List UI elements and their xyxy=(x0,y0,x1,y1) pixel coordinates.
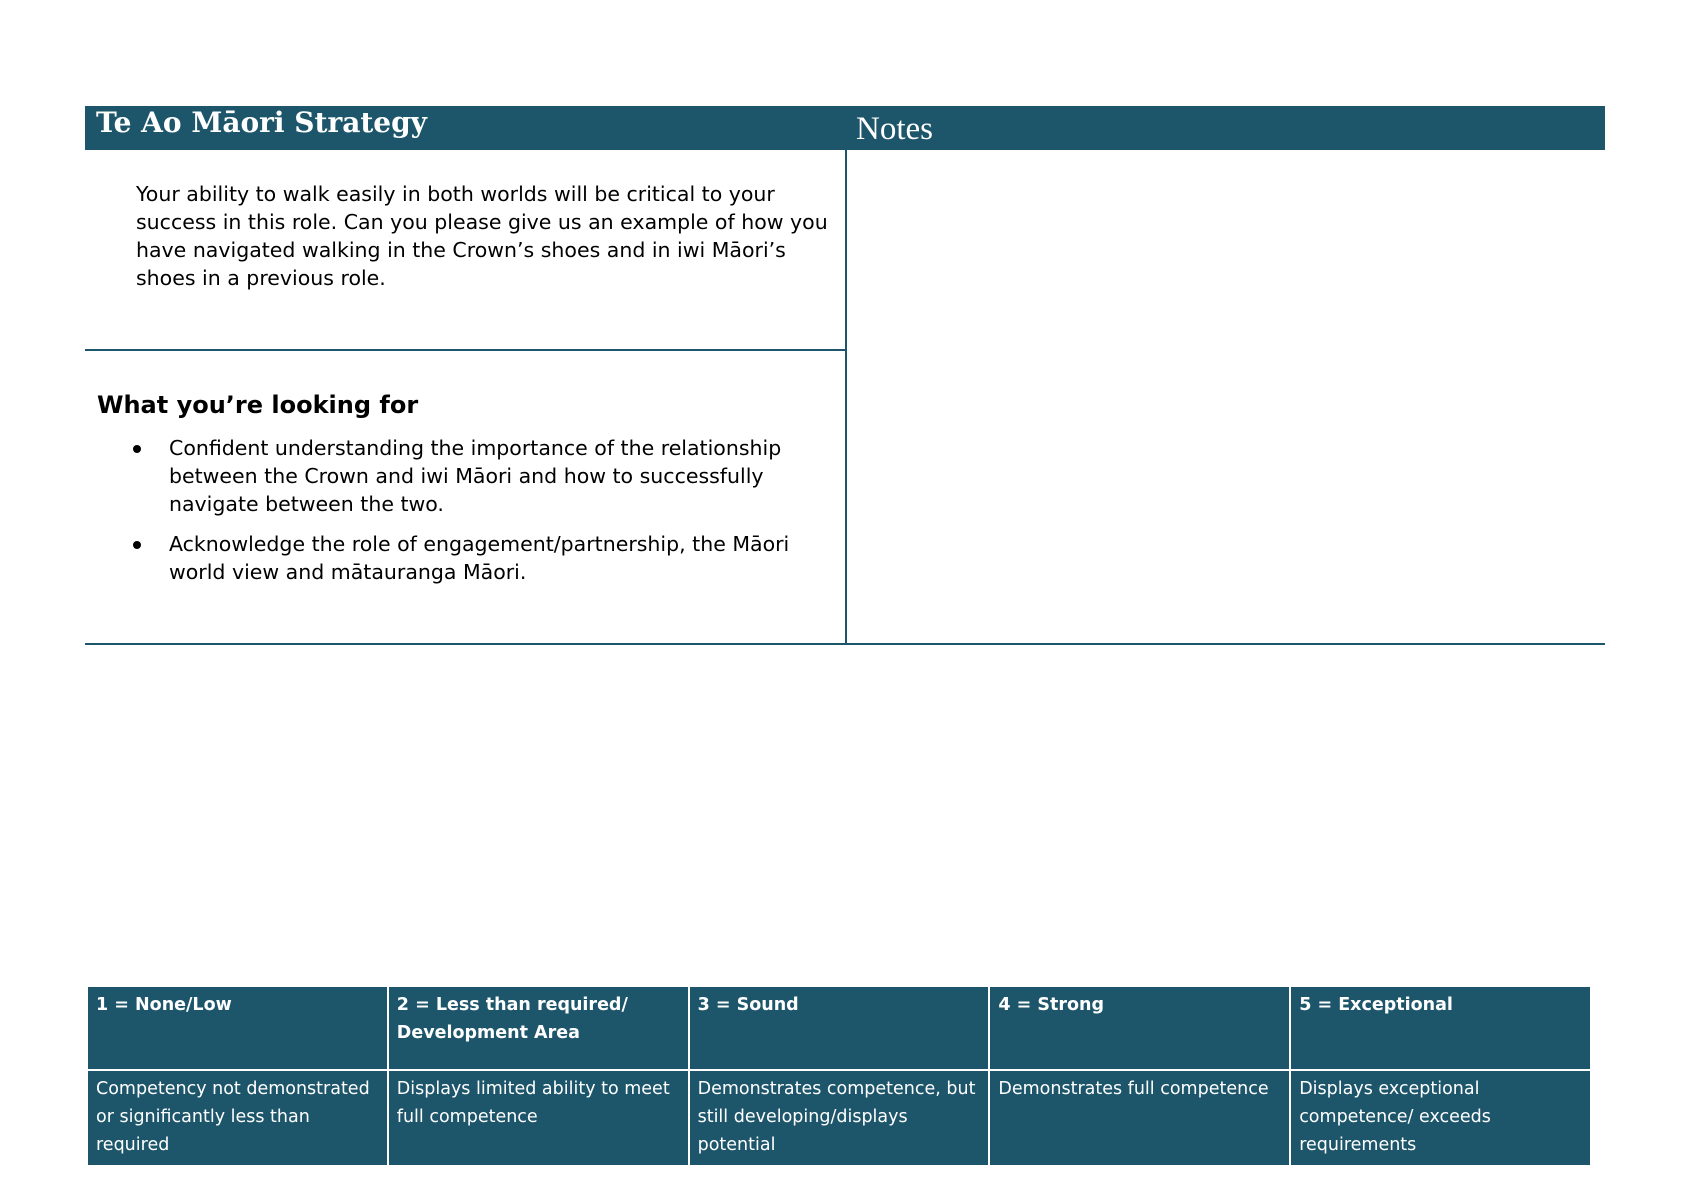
rating-level-2-description: Displays limited ability to meet full competence xyxy=(388,1070,689,1166)
section-bottom-rule xyxy=(85,643,1605,645)
list-item-text: Confident understanding the importance of the relationship between the Crown and iwi Māori and how to successfully navigate between the two. xyxy=(169,436,782,516)
rating-description-row xyxy=(87,1070,1591,1166)
looking-for-list xyxy=(130,434,840,598)
section-header-bar xyxy=(85,106,1605,150)
list-item xyxy=(130,434,840,518)
rating-level-5-label: 5 = Exceptional xyxy=(1290,986,1591,1070)
rating-level-4-description: Demonstrates full competence xyxy=(989,1070,1290,1166)
notes-title: Notes xyxy=(856,111,933,147)
rating-level-4-label: 4 = Strong xyxy=(989,986,1290,1070)
interview-question: Your ability to walk easily in both worlds will be critical to your success in this role. Can you please give us an example of how you have navigated walking in the Crown’s shoes and in iwi Māori’s shoes in a previous role. xyxy=(136,182,828,290)
section-title: Te Ao Māori Strategy xyxy=(96,106,427,139)
rating-level-3-label: 3 = Sound xyxy=(689,986,990,1070)
rating-level-1-label: 1 = None/Low xyxy=(87,986,388,1070)
rating-header-row xyxy=(87,986,1591,1070)
list-item-text: Acknowledge the role of engagement/partnership, the Māori world view and mātauranga Māori. xyxy=(169,532,790,584)
bullet-icon xyxy=(133,445,141,453)
rating-level-3-description: Demonstrates competence, but still developing/displays potential xyxy=(689,1070,990,1166)
rating-level-5-description: Displays exceptional competence/ exceeds requirements xyxy=(1290,1070,1591,1166)
question-divider xyxy=(85,349,846,351)
notes-area[interactable] xyxy=(848,152,1604,642)
bullet-icon xyxy=(133,541,141,549)
column-divider xyxy=(845,150,847,644)
rating-scale-table xyxy=(86,985,1592,1167)
list-item xyxy=(130,530,840,586)
rating-level-2-label: 2 = Less than required/ Development Area xyxy=(388,986,689,1070)
rating-level-1-description: Competency not demonstrated or significantly less than required xyxy=(87,1070,388,1166)
looking-for-heading: What you’re looking for xyxy=(97,391,419,419)
